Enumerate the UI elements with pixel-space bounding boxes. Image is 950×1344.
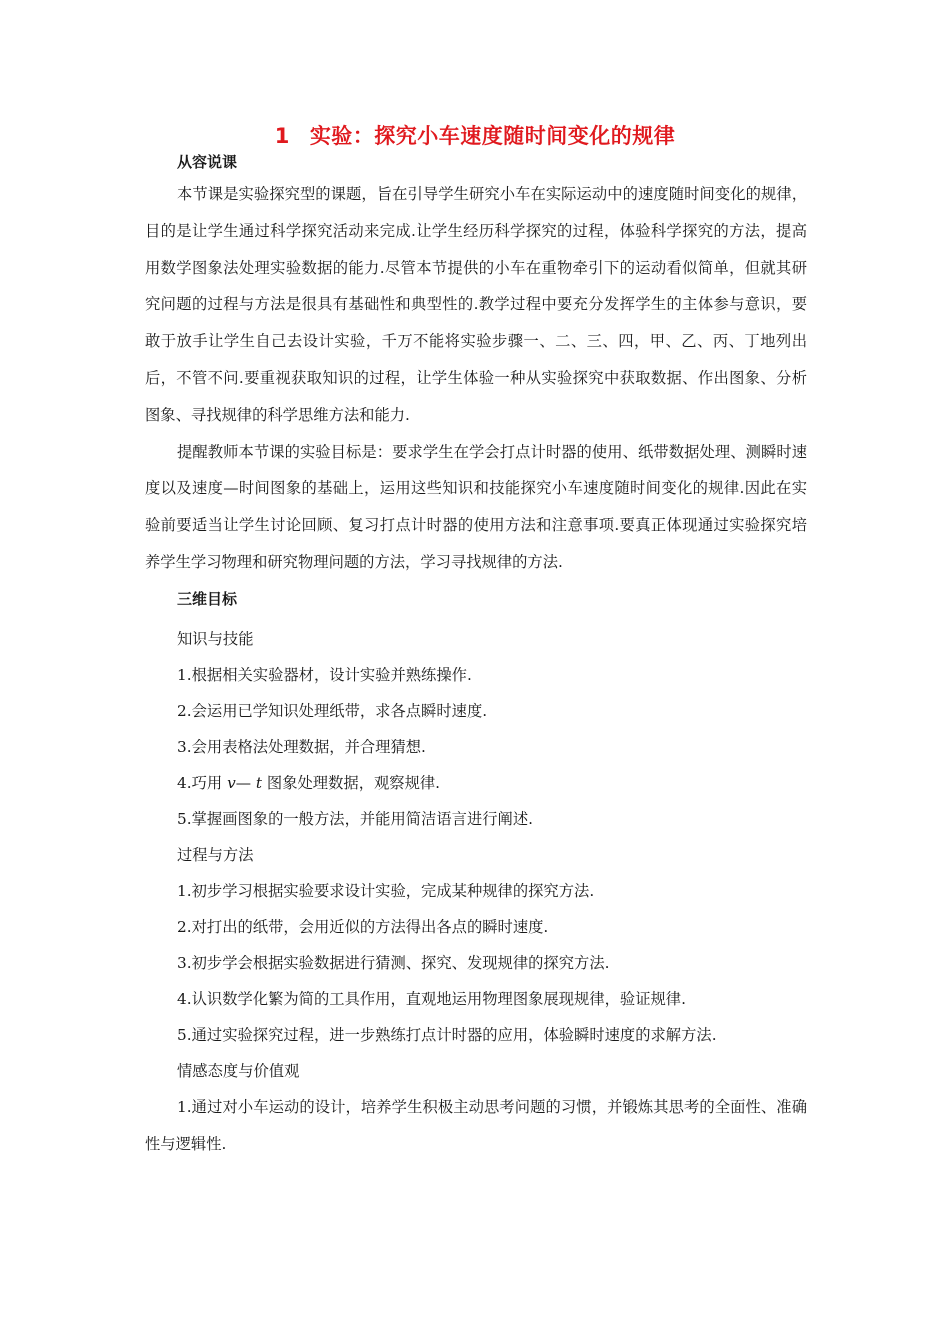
paragraph-reminder: 提醒教师本节课的实验目标是：要求学生在学会打点计时器的使用、纸带数据处理、测瞬时速度以及速度—时间图象的基础上，运用这些知识和技能探究小车速度随时间变化的规律.因此在实验前要适当让学生讨论回顾、复习打点计时器的使用方法和注意事项.要真正体现通过实验探究培养学生学习物理和研究物理问题的方法，学习寻找规律的方法. xyxy=(145,442,807,571)
list-item: 1.根据相关实验器材，设计实验并熟练操作. xyxy=(177,665,472,684)
subheading-attitude-values: 情感态度与价值观 xyxy=(177,1061,300,1080)
velocity-symbol: v xyxy=(227,773,236,792)
time-symbol: t xyxy=(255,773,263,792)
item4-suffix: 图象处理数据，观察规律. xyxy=(262,773,441,792)
document-body xyxy=(145,148,807,1162)
list-item: 1.通过对小车运动的设计，培养学生积极主动思考问题的习惯，并锻炼其思考的全面性、准确性与逻辑性. xyxy=(145,1097,807,1153)
list-item: 3.初步学会根据实验数据进行猜测、探究、发现规律的探究方法. xyxy=(177,953,610,972)
list-item: 2.会运用已学知识处理纸带，求各点瞬时速度. xyxy=(177,701,488,720)
list-item: 4.认识数学化繁为简的工具作用，直观地运用物理图象展现规律，验证规律. xyxy=(177,989,686,1008)
list-item: 5.掌握画图象的一般方法，并能用简洁语言进行阐述. xyxy=(177,809,533,828)
list-item xyxy=(145,765,807,801)
list-item: 5.通过实验探究过程，进一步熟练打点计时器的应用，体验瞬时速度的求解方法. xyxy=(177,1025,717,1044)
title-text: 实验：探究小车速度随时间变化的规律 xyxy=(309,124,676,148)
list-item: 1.初步学习根据实验要求设计实验，完成某种规律的探究方法. xyxy=(177,881,595,900)
list-item: 3.会用表格法处理数据，并合理猜想. xyxy=(177,737,426,756)
title-number: 1 xyxy=(274,124,290,148)
section-heading-objectives: 三维目标 xyxy=(177,589,238,608)
paragraph-intro: 本节课是实验探究型的课题，旨在引导学生研究小车在实际运动中的速度随时间变化的规律，目的是让学生通过科学探究活动来完成.让学生经历科学探究的过程，体验科学探究的方法，提高用数学图象法处理实验数据的能力.尽管本节提供的小车在重物牵引下的运动看似简单，但就其研究问题的过程与方法是很具有基础性和典型性的.教学过程中要充分发挥学生的主体参与意识，要敢于放手让学生自己去设计实验，千万不能将实验步骤一、二、三、四，甲、乙、丙、丁地列出后，不管不问.要重视获取知识的过程，让学生体验一种从实验探究中获取数据、作出图象、分析图象、寻找规律的科学思维方法和能力. xyxy=(145,185,807,424)
list-item: 2.对打出的纸带，会用近似的方法得出各点的瞬时速度. xyxy=(177,917,549,936)
subheading-process-methods: 过程与方法 xyxy=(177,845,254,864)
subheading-knowledge-skills: 知识与技能 xyxy=(177,629,254,648)
section-heading-lesson-talk: 从容说课 xyxy=(177,153,238,171)
dash: — xyxy=(235,773,256,792)
item4-prefix: 4.巧用 xyxy=(177,773,228,792)
